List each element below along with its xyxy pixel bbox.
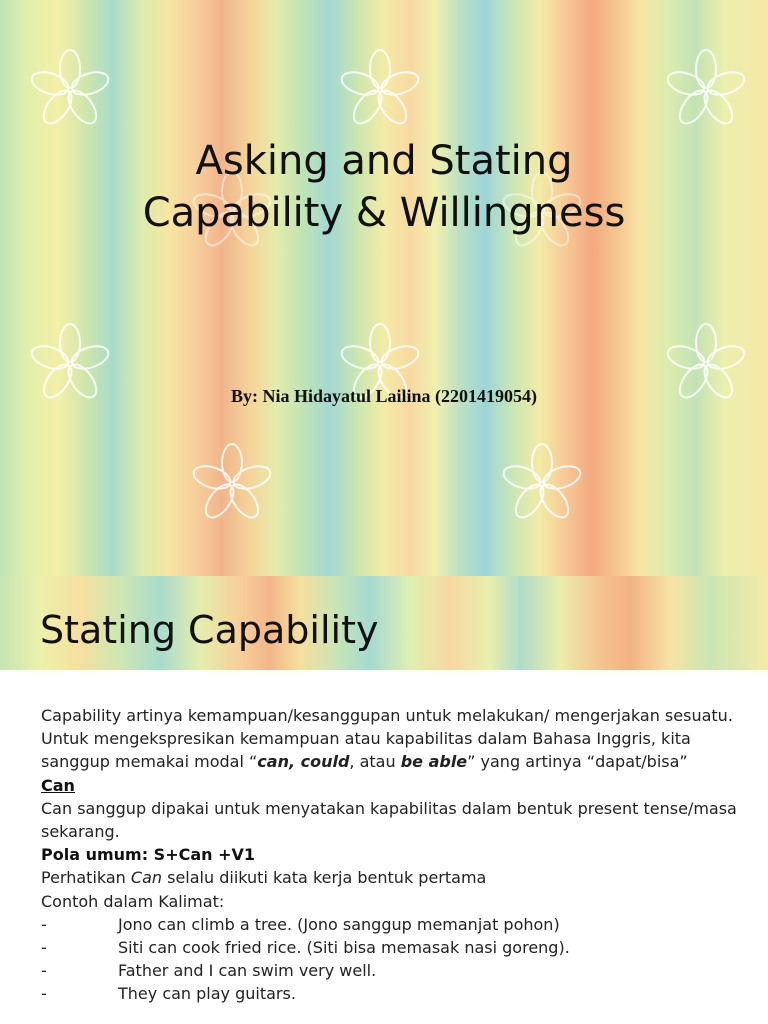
slide-title: Stating Capability	[40, 608, 379, 652]
modal-be-able: be able	[400, 752, 468, 772]
intro-text: , atau	[349, 752, 401, 772]
example-item	[41, 982, 741, 1005]
example-item	[41, 936, 741, 959]
intro-paragraph	[41, 704, 741, 774]
intro-text: ” yang artinya “dapat/bisa”	[467, 752, 688, 772]
example-text: They can play guitars.	[118, 984, 296, 1004]
flower-decoration-icon	[664, 48, 748, 132]
can-heading: Can	[41, 775, 75, 795]
bullet-dash: -	[41, 984, 47, 1004]
intro-text: Capability artinya kemampuan/kesanggupan untuk melakukan/ mengerjakan sesuatu. Untuk mengekspresikan kemampuan atau kapabilitas dalam Bahasa Inggris, kita sanggup memakai modal “	[41, 706, 733, 772]
title-line-2: Capability & Willingness	[142, 190, 626, 236]
example-text: Father and I can swim very well.	[118, 961, 377, 981]
pattern-formula: Pola umum: S+Can +V1	[41, 845, 256, 865]
can-description: Can sanggup dipakai untuk menyatakan kapabilitas dalam bentuk present tense/masa sekarang.	[41, 798, 737, 842]
note-text: selalu diikuti kata kerja bentuk pertama	[162, 868, 487, 888]
flower-decoration-icon	[500, 442, 584, 526]
slide-body	[41, 704, 741, 1006]
note-can: Can	[130, 868, 163, 888]
examples-label: Contoh dalam Kalimat:	[41, 891, 225, 911]
example-text: Siti can cook fried rice. (Siti bisa memasak nasi goreng).	[118, 938, 570, 958]
example-text: Jono can climb a tree. (Jono sanggup memanjat pohon)	[118, 914, 560, 934]
content-slide	[0, 576, 768, 1024]
bullet-dash: -	[41, 914, 47, 934]
note-line	[41, 866, 741, 889]
flower-decoration-icon	[338, 48, 422, 132]
flower-decoration-icon	[28, 48, 112, 132]
bullet-dash: -	[41, 938, 47, 958]
example-item	[41, 913, 741, 936]
bullet-dash: -	[41, 961, 47, 981]
title-line-1: Asking and Stating	[195, 138, 573, 184]
note-text: Perhatikan	[41, 868, 131, 888]
modal-can-could: can, could	[257, 752, 350, 772]
flower-decoration-icon	[190, 442, 274, 526]
example-item	[41, 959, 741, 982]
presentation-title	[0, 135, 768, 239]
author-line: By: Nia Hidayatul Lailina (2201419054)	[230, 386, 538, 406]
